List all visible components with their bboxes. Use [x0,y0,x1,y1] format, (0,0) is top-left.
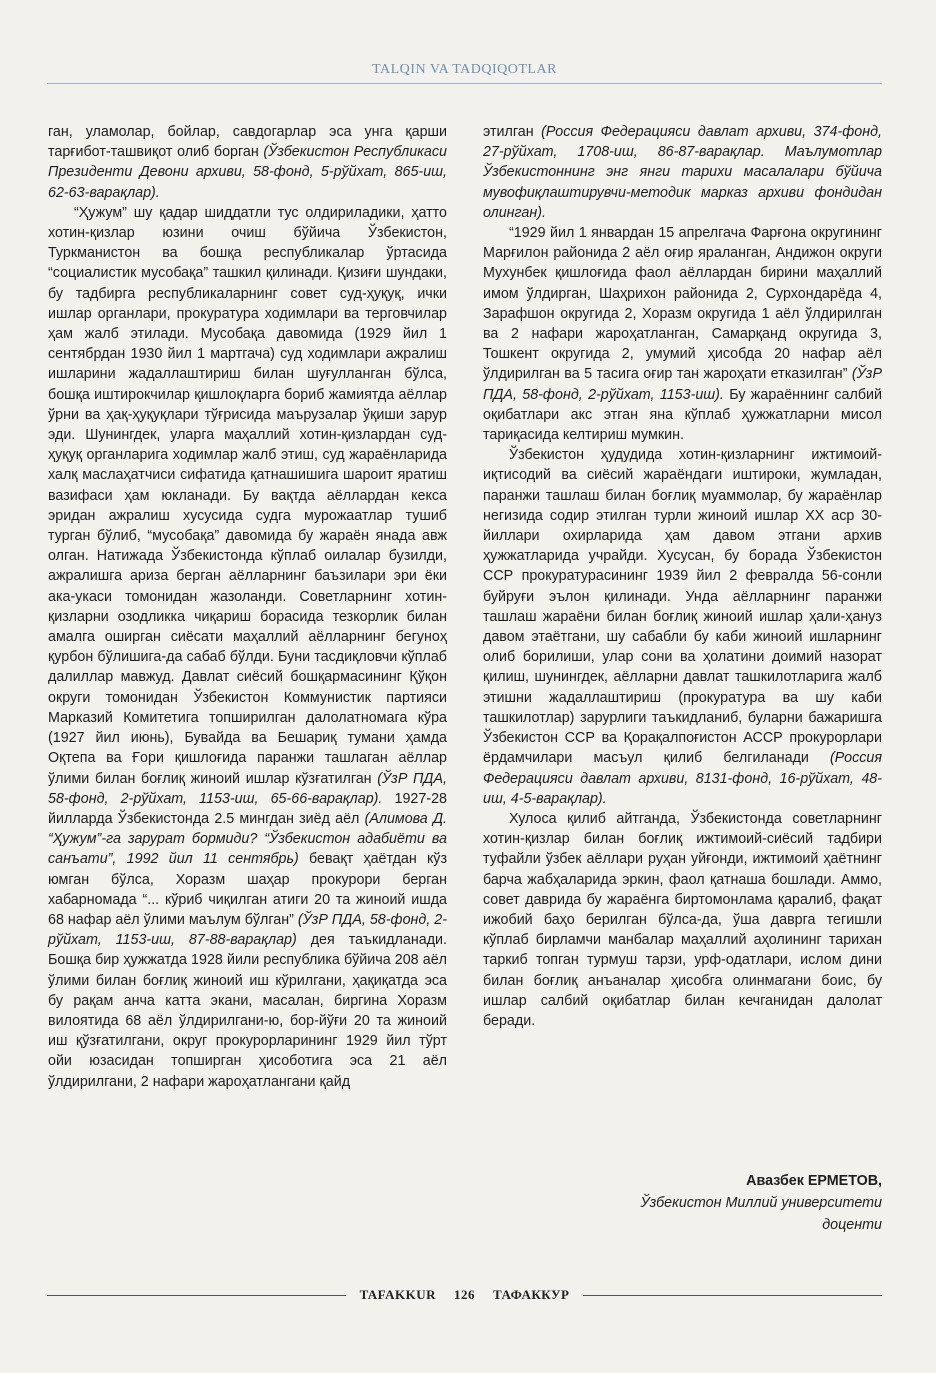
article-body [48,122,882,1240]
paragraph [483,122,882,223]
footer-rule-right [583,1295,882,1296]
author-signature [500,1170,882,1236]
paragraph-text: бевақт ҳаётдан кўз юмган бўлса, Хоразм шаҳар прокурори берган хабарномада “... кўриб чиқилган атиги 20 та жиноий ишда 68 нафар аёл ўлими маълум бўлган” [48,851,447,928]
paragraph [48,203,447,1092]
author-position: доценти [822,1217,882,1233]
footer-text [346,1287,584,1303]
paragraph-text: ган, уламолар, бойлар, савдогарлар эса унга қарши тарғибот-ташвиқот олиб борган [48,124,447,161]
paragraph-text: 1927-28 йилларда Ўзбекистонда 2.5 мингдан зиёд аёл [48,790,447,827]
running-title: TALQIN VA TADQIQOTLAR [372,62,557,77]
footer-journal-cyrillic: ТАФАККУР [493,1287,570,1302]
author-affiliation: Ўзбекистон Миллий университети [640,1195,882,1211]
paragraph-text: Ўзбекистон ҳудудида хотин-қизларнинг ижтимоий-иқтисодий ва сиёсий жараёндаги иштироки, жумладан, паранжи ташлаш билан боғлиқ муаммолар, бу жараёнлар негизида содир этилган турли жиноий ишлар XX аср 30-йиллари охирларида ҳам давом этгани архив ҳужжатларида учрайди. Хусусан, бу борада Ўзбекистон ССР прокуратурасининг 1939 йил 2 февралда 56-сонли буйруғи эълон қилинади. Унда аёлларнинг паранжи ташлаш жараёни билан боғлиқ жиноий ишлар ҳали-ҳануз давом этаётгани, шу сабабли бу каби жиноий ишларнинг олиб борилиши, улар сони ва ҳолатини доимий назорат қилиш, шунингдек, аёлларни давлат ташкилотларига жалб этишни жадаллаштириш (прокуратура ва шу каби ташкилотлар) зарурлиги таъкидланиб, буларни бажаришга Ўзбекистон ССР ва Қорақалпоғистон АССР прокурорлари ёрдамчилари масъул қилиб белгиланади [483,447,882,767]
citation: (ЎзР ПДА, 58-фонд, 2-рўйхат, 1153-иш, 65-66-варақлар). [48,770,447,807]
citation: (Ўзбекистон Республикаси Президенти Девони архиви, 58-фонд, 5-рўйхат, 865-иш, 62-63-варақлар). [48,144,447,201]
paragraph-text: “1929 йил 1 январдан 15 апрелгача Фарғона округининг Марғилон районида 2 аёл оғир яраланган, Андижон округи Мухунбек қишлоғида фаол аёллардан бирини маҳаллий имом ўлдирган, Шаҳрихон районида 2, Сурхондарёда 4, Зарафшон округида 2, Хоразм округида 1 аёл ўлдирилган ва 2 нафари жароҳатланган, Самарқанд округида 3, Тошкент округида 2, умумий ҳисобда 20 нафар аёл ўлдирилган ва 5 тасига оғир тан жароҳати етказилган” [483,225,882,383]
paragraph-text: Хулоса қилиб айтганда, Ўзбекистонда советларнинг хотин-қизлар билан боғлиқ ижтимоий-сиёсий тадбири туфайли ўзбек аёллари руҳан уйғонди, ижтимоий ҳаётнинг барча жабҳаларида эркин, фаол қатнаша бошлади. Аммо, совет даврида бу жараёнга биртомонлама қаралиб, фақат ижобий баҳо берилган бўлса-да, ўша даврга тегишли кўплаб бирламчи манбалар маҳаллий аҳолининг тарихан таркиб топган турмуш тарзи, урф-одатлари, ислом дини билан боғлиқ анъаналар ҳисобга олинмагани боис, бу ишлар салбий оқибатлар билан кечганидан далолат беради. [483,810,882,1029]
paragraph-text: “Ҳужум” шу қадар шиддатли тус олдириладики, ҳатто хотин-қизлар юзини очиш бўйича Ўзбекистон, Туркманистон ва бошқа республикалар ўртасида “социалистик мусобақа” ташкил қилинади. Қизиғи шундаки, бу тадбирга республикаларнинг совет суд-ҳуқуқ, ички ишлар органлари, прокуратура ходимлари ва терговчилар ҳам жалб этилади. Мусобақа давомида (1929 йил 1 сентябрдан 1930 йил 1 мартгача) суд ходимлари ажралиш ишларини жадаллаштириш билан шуғулланган бўлса, бошқа иштирокчилар қишлоқларга бориб жамиятда аёллар ўрни ва ҳақ-ҳуқуқлари тўғрисида маърузалар ўқиши зарур эди. Шунингдек, уларга маҳаллий хотин-қизлардан суд-ҳуқуқ органларига ходимлар жалб этиш, суд жараёнларида халқ маслаҳатчиси сифатида қатнашишига шароит яратиш вазифаси ҳам юкланади. Бу вақтда аёллардан кекса эридан ажралиш хусусида судга мурожаатлар тушиб турган бўлиб, “мусобақа” давомида бу жараён янада авж олган. Натижада Ўзбекистонда кўплаб оилалар бузилди, ажралишга ариза берган аёлларнинг баъзилари эри ёки ака-укаси томонидан жазоланди. Советларнинг хотин-қизларни озодликка чиқариш борасида тезкорлик билан амалга оширган сиёсати маҳаллий аёлларнинг бегуноҳ қурбон бўлишига-да сабаб бўлди. Буни тасдиқловчи кўплаб далиллар мавжуд. Давлат сиёсий бошқармасининг Қўқон округи томонидан Ўзбекистон Коммунистик партияси Марказий Комитетига топширилган далолатномага кўра (1927 йил июнь), Бувайда ва Бешариқ тумани ҳамда Оқтепа ва Ғори қишлоғида паранжи ташлаган аёллар ўлими билан боғлиқ жиноий ишлар кўзғатилган [48,204,447,787]
right-column [483,122,882,1240]
paragraph-text: дея таъкидланади. Бошқа бир ҳужжатда 1928 йили республика бўйича 208 аёл ўлими билан боғлиқ жиноий иш кўрилгани, ҳақиқатда эса бу рақам анча катта экани, масалан, биргина Хоразм вилоятида 68 аёл ўлдирилгани-ю, бор-йўғи 20 та жиноий иш қўзғатилгани, округ прокурорларининг 1929 йил тўрт ойи юзасидан топширган ҳисоботига эса 21 аёл ўлдирилгани, 2 нафари жароҳатлангани қайд [48,932,447,1090]
paragraph [483,223,882,445]
paragraph-text: этилган [483,124,542,140]
citation: (ЎзР ПДА, 58-фонд, 2-рўйхат, 1153-иш). [483,366,882,403]
paragraph [483,809,882,1031]
page-footer [47,1284,882,1306]
paragraph [483,445,882,809]
page-number: 126 [454,1287,476,1302]
citation: (Россия Федерацияси давлат архиви, 374-фонд, 27-рўйхат, 1708-иш, 86-87-варақлар. Маълумотлар Ўзбекистоннинг энг янги тарихи масалалари бўйича мувофиқлаштирувчи-методик марказ архиви фондидан олинган). [483,124,883,221]
citation: (Алимова Д. “Ҳужум”-га зарурат бормиди? “Ўзбекистон адабиёти ва санъати”, 1992 йил 11 сентябрь) [48,810,447,868]
header-rule [47,83,882,84]
left-column [48,122,447,1240]
paragraph [48,122,447,203]
citation: (Россия Федерацияси давлат архиви, 8131-фонд, 16-рўйхат, 48-иш, 4-5-варақлар). [483,750,882,807]
author-name: Авазбек ЕРМЕТОВ, [746,1173,882,1189]
footer-journal-latin: TAFAKKUR [359,1287,437,1302]
footer-rule-left [47,1295,346,1296]
citation: (ЎзР ПДА, 58-фонд, 2-рўйхат, 1153-иш, 87-88-варақлар) [48,911,447,949]
paragraph-text: Бу жараённинг салбий оқибатлари акс этган яна кўплаб ҳужжатларни мисол тариқасида келтириш мумкин. [483,386,882,444]
